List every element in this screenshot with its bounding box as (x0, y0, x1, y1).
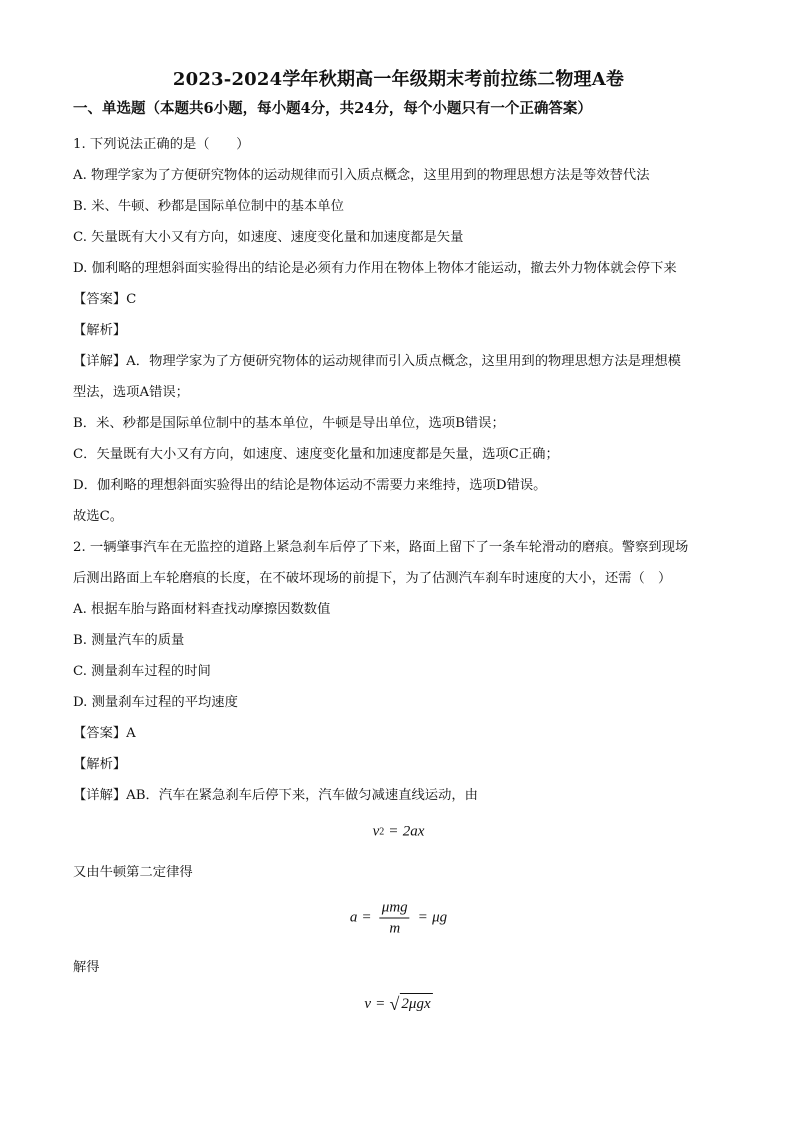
question-2-option-a: A. 根据车胎与路面材料查找动摩擦因数数值 (73, 602, 331, 617)
question-2-newton-text: 又由牛顿第二定律得 (73, 865, 193, 880)
question-1-option-c: C. 矢量既有大小又有方向，如速度、速度变化量和加速度都是矢量 (73, 230, 464, 245)
formula-equals: = (376, 995, 385, 1012)
question-1-detail-line: 型法，选项A错误； (73, 385, 189, 400)
question-1-detail-line: D．伽利略的理想斜面实验得出的结论是物体运动不需要力来维持，选项D错误。 (73, 478, 547, 493)
formula-var: v (364, 995, 372, 1012)
question-1-answer: 【答案】C (73, 292, 137, 307)
question-1-detail-line: C．矢量既有大小又有方向，如速度、速度变化量和加速度都是矢量，选项C正确； (73, 447, 559, 462)
question-1-conclusion: 故选C。 (73, 509, 124, 524)
question-1-option-b: B. 米、牛顿、秒都是国际单位制中的基本单位 (73, 199, 344, 214)
formula-exponent: 2 (379, 826, 385, 838)
question-1 (73, 129, 724, 532)
question-2-analysis-label: 【解析】 (73, 757, 127, 772)
question-1-option-a: A. 物理学家为了方便研究物体的运动规律而引入质点概念，这里用到的物理思想方法是等效替代法 (73, 168, 650, 183)
formula-rhs: 2ax (402, 823, 425, 840)
question-1-detail-line: 【详解】A．物理学家为了方便研究物体的运动规律而引入质点概念，这里用到的物理思想方法是理想模 (73, 354, 681, 369)
formula-kinematics (73, 815, 724, 849)
section-heading: 一、单选题（本题共6小题，每小题4分，共24分，每个小题只有一个正确答案） (73, 100, 592, 117)
question-2-stem-line: 后测出路面上车轮磨痕的长度，在不破坏现场的前提下，为了估测汽车刹车时速度的大小，还需（ ） (73, 571, 672, 586)
square-root (390, 993, 433, 1015)
question-2-detail-intro: 【详解】AB．汽车在紧急刹车后停下来，汽车做匀减速直线运动，由 (73, 788, 478, 803)
formula-fraction (380, 899, 410, 938)
question-2 (73, 532, 724, 1021)
question-2-option-c: C. 测量刹车过程的时间 (73, 664, 211, 679)
document-title: 2023-2024学年秋期高一年级期末考前拉练二物理A卷 (172, 69, 625, 90)
question-2-answer: 【答案】A (73, 726, 136, 741)
question-2-option-b: B. 测量汽车的质量 (73, 633, 185, 648)
formula-newton-expr (350, 899, 447, 938)
question-2-stem-line: 2. 一辆肇事汽车在无监控的道路上紧急刹车后停了下来，路面上留下了一条车轮滑动的磨痕。警察到现场 (73, 540, 689, 555)
formula-equals: = (389, 823, 398, 840)
formula-newton (73, 892, 724, 944)
question-1-option-d: D. 伽利略的理想斜面实验得出的结论是必须有力作用在物体上物体才能运动，撤去外力物体就会停下来 (73, 261, 677, 276)
formula-var: v (372, 823, 380, 840)
fraction-numerator: μmg (380, 899, 410, 919)
sqrt-radicand: 2μgx (399, 993, 432, 1015)
fraction-denominator: m (389, 920, 401, 937)
formula-equals: = (362, 909, 371, 926)
question-1-analysis-label: 【解析】 (73, 323, 127, 338)
question-2-solve-text: 解得 (73, 960, 100, 975)
sqrt-sign-icon: √ (389, 994, 400, 1014)
formula-var: a (349, 909, 358, 926)
question-1-stem: 1. 下列说法正确的是（ ） (73, 137, 250, 152)
question-1-detail-line: B．米、秒都是国际单位制中的基本单位，牛顿是导出单位，选项B错误； (73, 416, 505, 431)
question-2-option-d: D. 测量刹车过程的平均速度 (73, 695, 238, 710)
formula-result-expr (364, 993, 432, 1015)
formula-rhs: μg (432, 909, 448, 926)
formula-equals: = (418, 909, 428, 926)
formula-kinematics-expr (373, 824, 425, 841)
formula-result (73, 987, 724, 1021)
